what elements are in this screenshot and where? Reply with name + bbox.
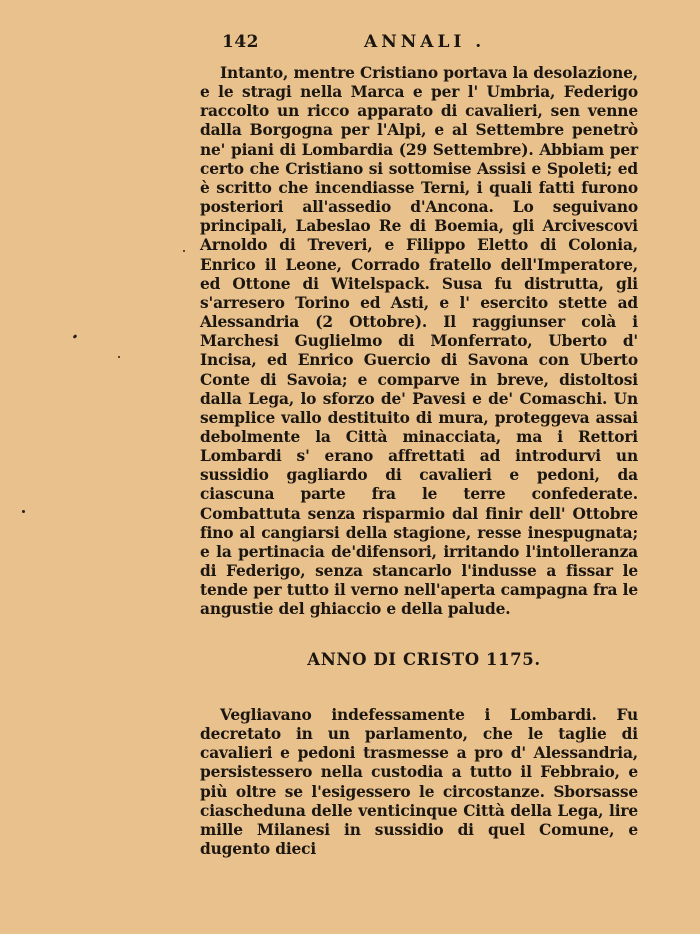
- ink-speck: [183, 250, 185, 252]
- body-paragraph-1: Intanto, mentre Cristiano portava la desolazione, e le stragi nella Marca e per l' Umbria, Federigo raccolto un ricco apparato di cavalieri, sen venne dalla Borgogna per l'Alpi, e al Settembre penetrò ne' piani di Lombardia (29 Settembre). Abbiam per certo che Cristiano si sottomise Assisi e Spoleti; ed è scritto che incendiasse Terni, i quali fatti furono posteriori all'assedio d'Ancona. Lo seguivano principali, Labeslao Re di Boemia, gli Arcivescovi Arnoldo di Treveri, e Filippo Eletto di Colonia, Enrico il Leone, Corrado fratello dell'Imperatore, ed Ottone di Witelspack. Susa fu distrutta, gli s'arresero Torino ed Asti, e l' esercito stette ad Alessandria (2 Ottobre). Il raggiunser colà i Marchesi Guglielmo di Monferrato, Uberto d' Incisa, ed Enrico Guercio di Savona con Uberto Conte di Savoia; e comparve in breve, distoltosi dalla Lega, lo sforzo de' Pavesi e de' Comaschi. Un semplice vallo destituito di mura, proteggeva assai debolmente la Città minacciata, ma i Rettori Lombardi s' erano affrettati ad introdurvi un sussidio gagliardo di cavalieri e pedoni, da ciascuna parte fra le terre confederate. Combattuta senza risparmio dal finir dell' Ottobre fino al cangiarsi della stagione, resse inespugnata; e la pertinacia de'difensori, irritando l'intolleranza di Federigo, senza stancarlo l'indusse a fissar le tende per tutto il verno nell'aperta campagna fra le angustie del ghiaccio e della palude.: [200, 64, 638, 619]
- body-paragraph-2: Vegliavano indefessamente i Lombardi. Fu decretato in un parlamento, che le taglie di cavalieri e pedoni trasmesse a pro d' Alessandria, persistessero nella custodia a tutto il Febbraio, e più oltre se l'esigessero le circostanze. Sborsasse ciascheduna delle venticinque Città della Lega, lire mille Milanesi in sussidio di quel Comune, e dugento dieci: [200, 706, 638, 859]
- running-title: ANNALI .: [364, 32, 486, 52]
- ink-speck: [73, 334, 78, 339]
- page-header: [222, 32, 642, 56]
- ink-speck: [22, 510, 25, 513]
- ink-speck: [118, 356, 120, 358]
- section-heading: ANNO DI CRISTO 1175.: [307, 650, 541, 669]
- page-number: 142: [222, 32, 259, 52]
